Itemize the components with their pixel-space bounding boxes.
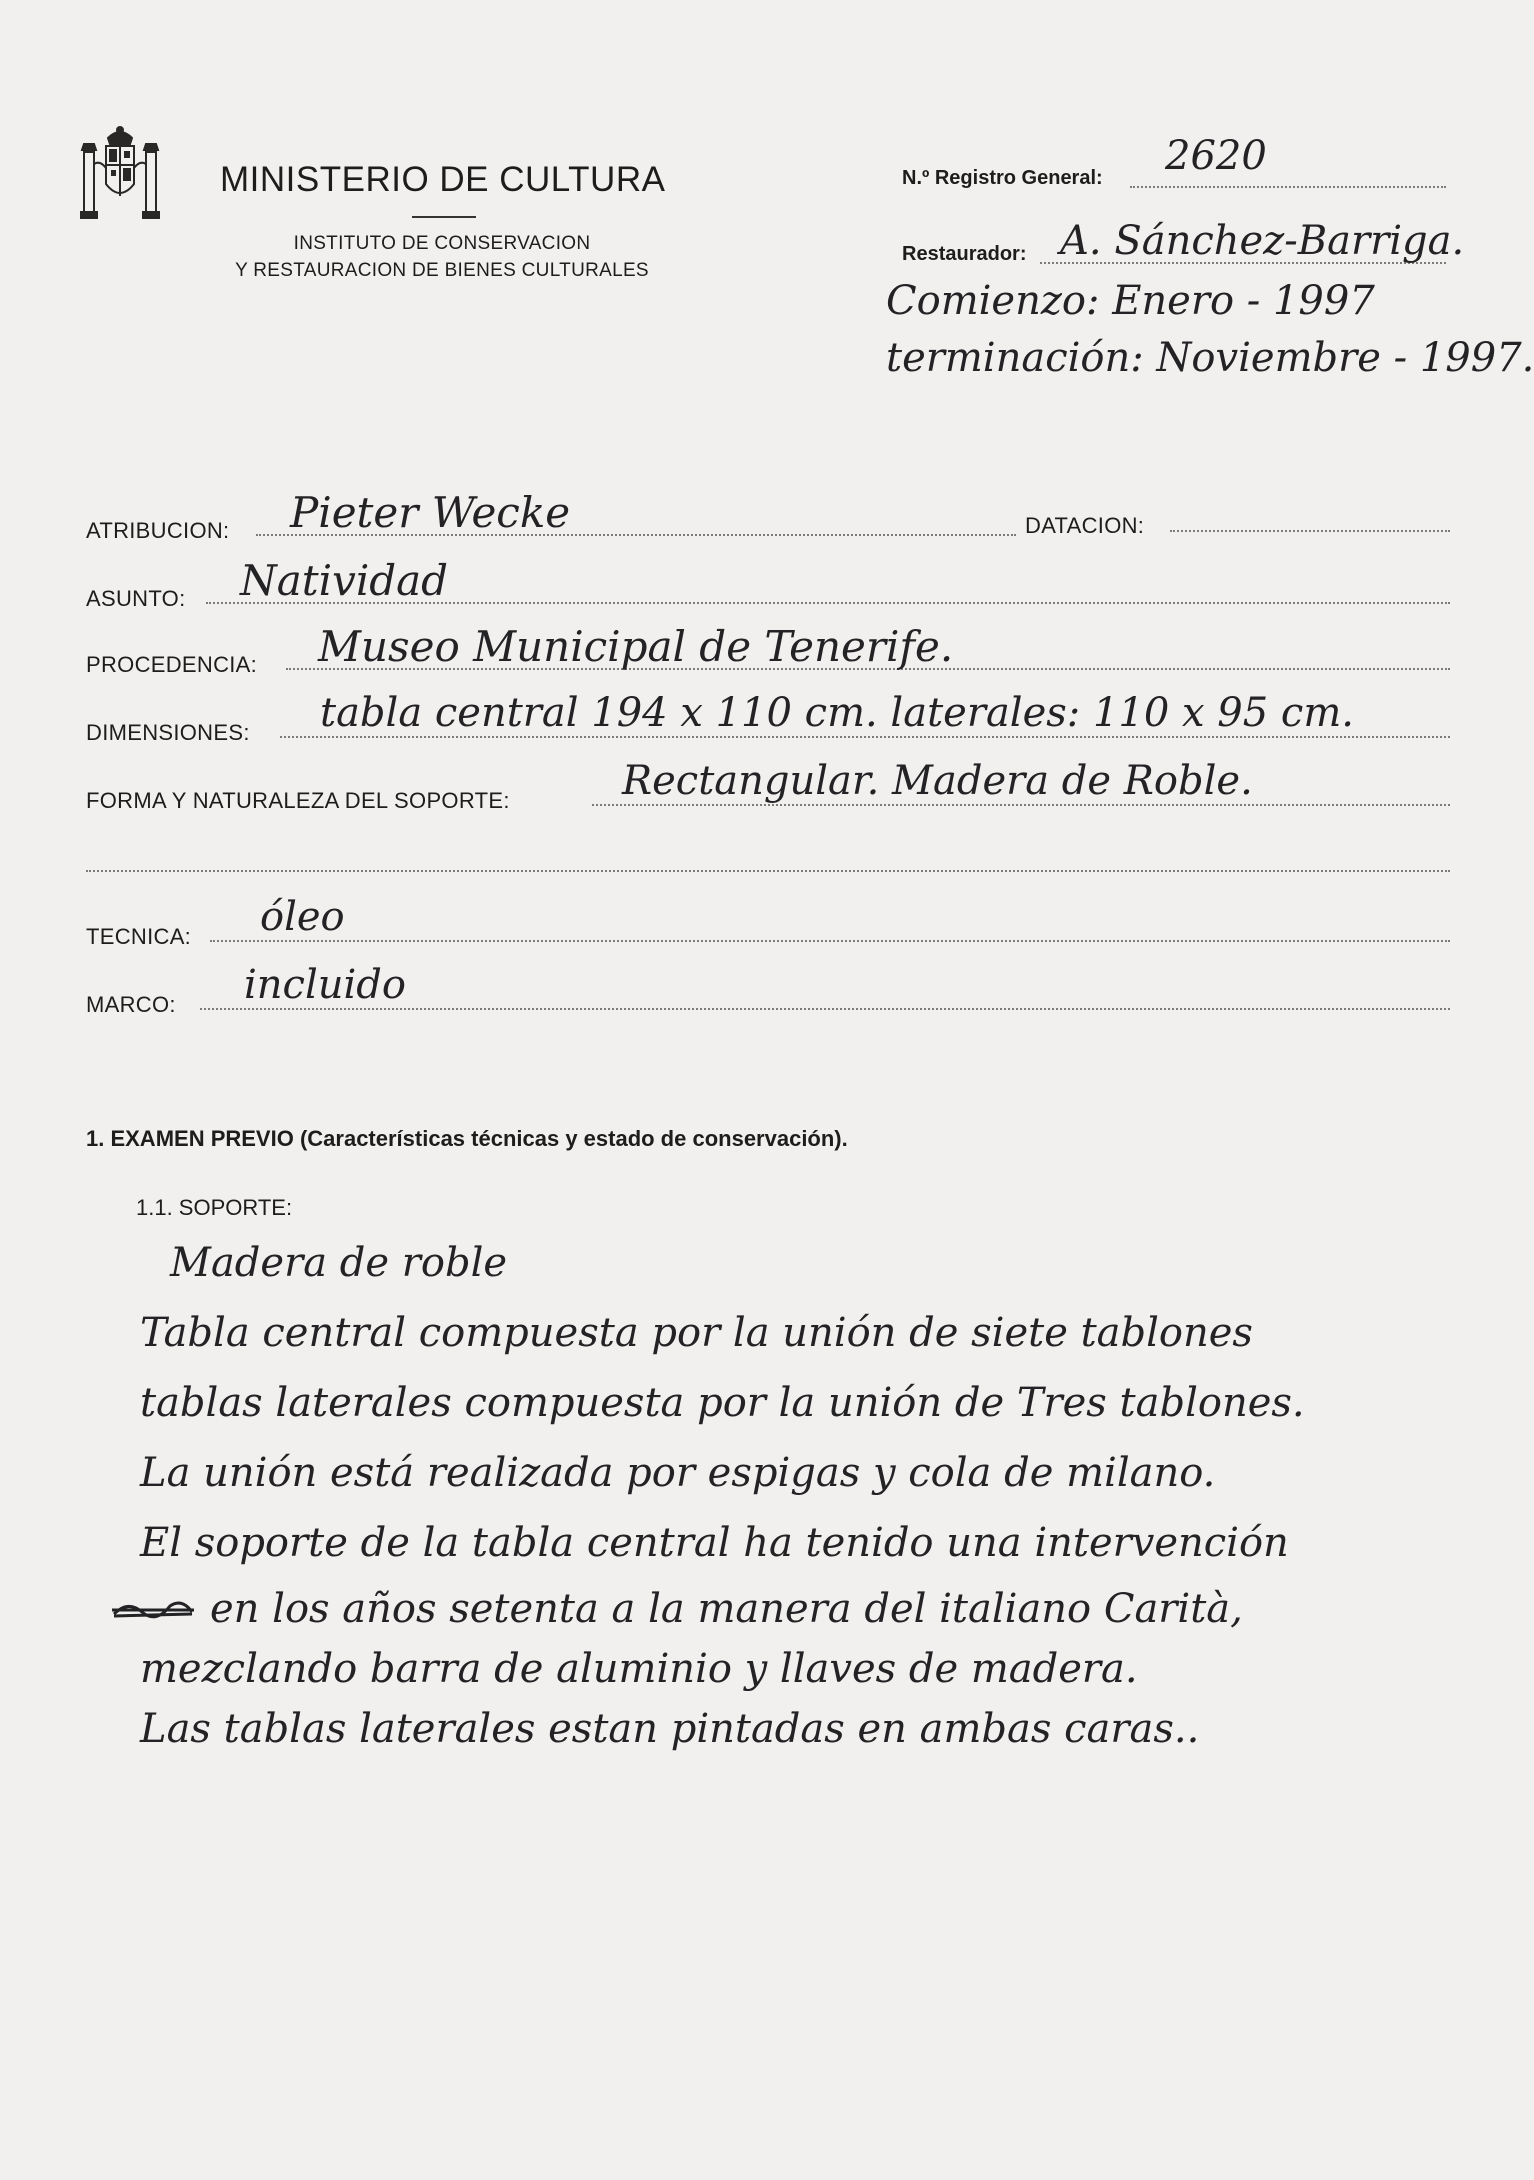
registro-label: N.º Registro General: [902, 167, 1103, 189]
marco-value: incluido [244, 962, 406, 1008]
marco-line [200, 1008, 1450, 1010]
soporte-label: FORMA Y NATURALEZA DEL SOPORTE: [86, 788, 510, 813]
institute-line-2: Y RESTAURACION DE BIENES CULTURALES [235, 260, 649, 281]
marco-label: MARCO: [86, 992, 176, 1017]
institute-line-1: INSTITUTO DE CONSERVACION [293, 233, 591, 254]
institute-name [220, 230, 664, 284]
atribucion-value: Pieter Wecke [290, 488, 571, 537]
ministry-title: MINISTERIO DE CULTURA [220, 160, 666, 199]
procedencia-label: PROCEDENCIA: [86, 652, 258, 677]
dimensiones-value: tabla central 194 x 110 cm. laterales: 110 x 95 cm. [320, 690, 1354, 736]
tecnica-label: TECNICA: [86, 924, 192, 949]
datacion-label: DATACION: [1025, 513, 1145, 538]
comienzo-note: Comienzo: Enero - 1997 [886, 278, 1375, 324]
tecnica-line [210, 940, 1450, 942]
asunto-value: Natividad [240, 556, 449, 605]
soporte-note-line-8: Las tablas laterales estan pintadas en ambas caras.. [140, 1706, 1200, 1752]
soporte-note-line-5: El soporte de la tabla central ha tenido una intervención [140, 1520, 1289, 1566]
soporte-note-line-2: Tabla central compuesta por la unión de siete tablones [140, 1310, 1253, 1356]
dimensiones-line [280, 736, 1450, 738]
procedencia-value: Museo Municipal de Tenerife. [318, 622, 954, 671]
soporte-note-line-7: mezclando barra de aluminio y llaves de madera. [140, 1646, 1138, 1692]
restaurador-label: Restaurador: [902, 243, 1027, 265]
terminacion-note: terminación: Noviembre - 1997. [886, 335, 1534, 381]
atribucion-label: ATRIBUCION: [86, 518, 230, 543]
subsection-title: 1.1. SOPORTE: [136, 1195, 293, 1220]
section-title: 1. EXAMEN PREVIO (Características técnicas y estado de conservación). [86, 1126, 848, 1151]
coat-of-arms-icon [78, 124, 162, 224]
title-divider [412, 216, 476, 218]
soporte-note-line-3: tablas laterales compuesta por la unión de Tres tablones. [140, 1380, 1305, 1426]
soporte-note-line-1: Madera de roble [170, 1240, 508, 1286]
tecnica-value: óleo [260, 894, 345, 940]
restaurador-value: A. Sánchez-Barriga. [1060, 218, 1465, 264]
asunto-label: ASUNTO: [86, 586, 186, 611]
crossed-out-scribble-icon [108, 1590, 198, 1630]
registro-line [1130, 186, 1446, 188]
datacion-line [1170, 530, 1450, 532]
dimensiones-label: DIMENSIONES: [86, 720, 250, 745]
soporte-value: Rectangular. Madera de Roble. [622, 758, 1253, 804]
blank-line [86, 870, 1450, 872]
registro-value: 2620 [1165, 133, 1267, 179]
soporte-note-line-4: La unión está realizada por espigas y cola de milano. [140, 1450, 1216, 1496]
soporte-line [592, 804, 1450, 806]
soporte-note-line-6: en los años setenta a la manera del italiano Carità, [210, 1586, 1243, 1632]
